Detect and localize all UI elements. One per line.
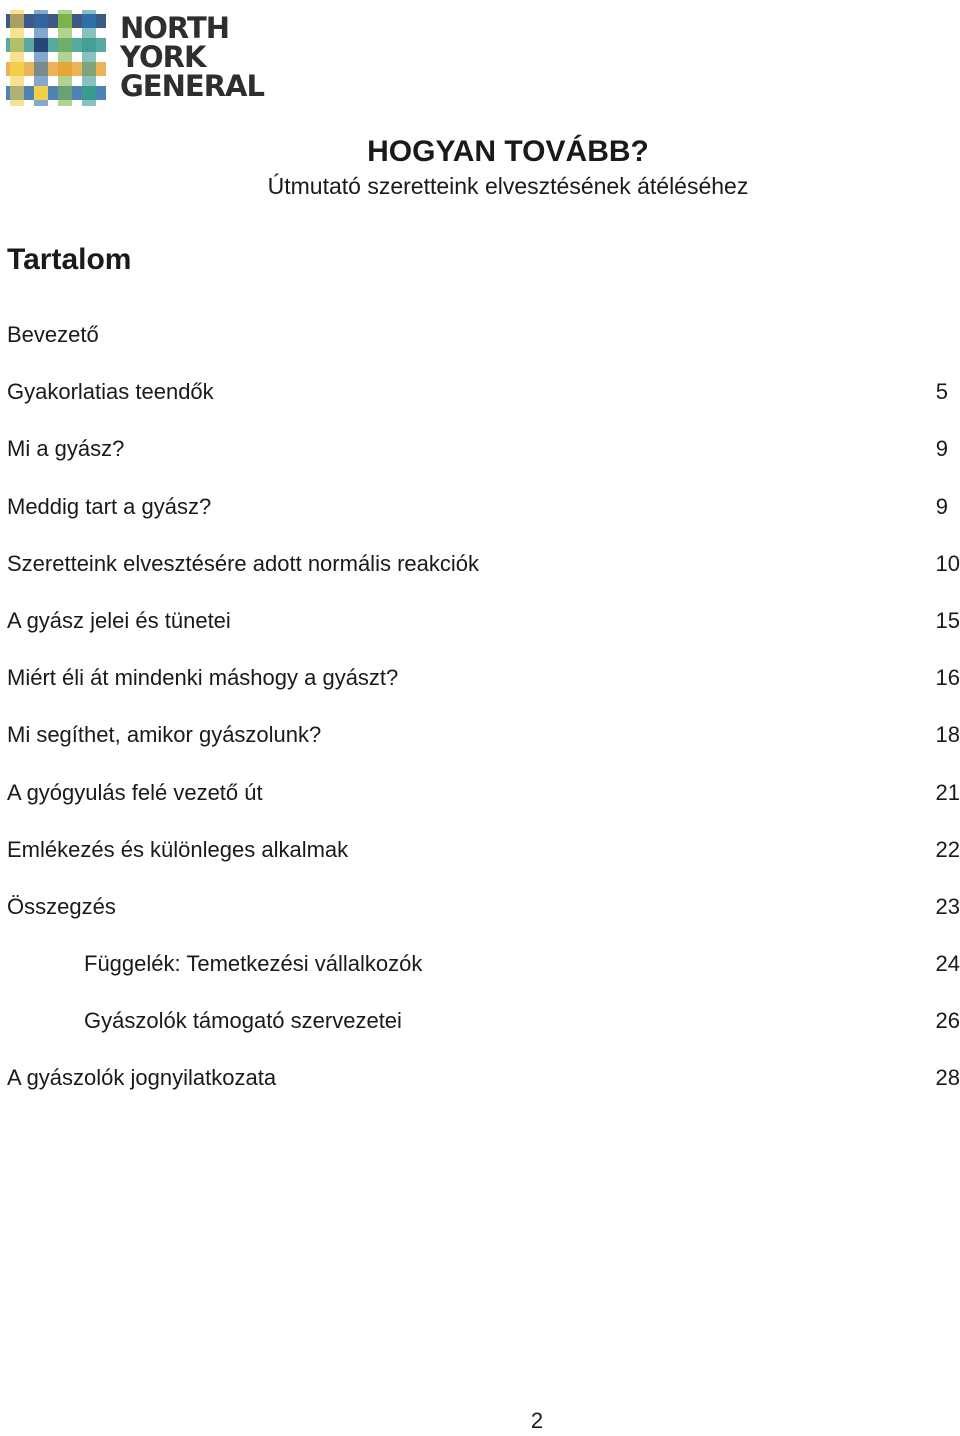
toc-entry[interactable] [7,890,960,947]
toc-entry[interactable] [7,947,960,1004]
toc-entry-title: A gyógyulás felé vezető út [7,779,263,805]
north-york-general-logo [6,10,266,106]
toc-entry-title: Szeretteink elvesztésére adott normális reakciók [7,550,479,576]
toc-entry-page: 26 [935,1008,960,1034]
logo-line-2: YORK [120,40,206,74]
toc-entry-page: 9 [935,436,948,462]
toc-entry[interactable] [7,1061,960,1118]
toc-heading: Tartalom [7,243,132,276]
toc-entry-page: 16 [935,665,960,691]
toc-entry[interactable] [7,604,960,661]
toc-entry-title: Gyászolók támogató szervezetei [84,1008,402,1034]
toc-entry-title: Emlékezés és különleges alkalmak [7,836,349,862]
logo-line-1: NORTH [120,11,230,45]
toc-entry[interactable] [7,833,960,890]
toc-entry-title: A gyászolók jognyilatkozata [7,1065,277,1091]
toc-entry-page: 9 [935,493,948,519]
toc-entry-page: 5 [935,379,948,405]
toc-entry[interactable] [7,547,960,604]
toc-entry-title: Gyakorlatias teendők [7,379,214,405]
logo-wordmark [120,11,264,103]
toc-entry-page: 21 [935,779,960,805]
page-number: 2 [530,1408,544,1433]
toc-entry-page: 18 [935,722,960,748]
toc-entry[interactable] [7,318,960,375]
toc-entry-page: 10 [935,550,960,576]
toc-entry-page: 24 [935,951,960,977]
toc-entry-page: 15 [935,607,960,633]
toc-entry[interactable] [7,490,960,547]
toc-entry-title: Összegzés [7,893,116,919]
logo-line-3: GENERAL [120,69,264,103]
table-of-contents [7,318,960,1119]
toc-entry-title: Mi a gyász? [7,436,125,462]
toc-entry[interactable] [7,661,960,718]
document-title-block [0,133,960,201]
toc-entry-page: 28 [935,1065,960,1091]
toc-entry-title: Miért éli át mindenki máshogy a gyászt? [7,665,399,691]
toc-entry[interactable] [7,776,960,833]
toc-entry-page: 22 [935,836,960,862]
document-title: HOGYAN TOVÁBB? [367,135,649,168]
toc-entry-title: Függelék: Temetkezési vállalkozók [84,951,423,977]
toc-entry-title: Bevezető [7,322,99,347]
toc-entry-title: Mi segíthet, amikor gyászolunk? [7,722,322,748]
toc-entry-page: 23 [935,893,960,919]
toc-entry[interactable] [7,1004,960,1061]
logo-plaid-icon [6,10,106,106]
toc-entry[interactable] [7,718,960,775]
toc-entry[interactable] [7,375,960,432]
toc-entry[interactable] [7,432,960,489]
document-subtitle: Útmutató szeretteink elvesztésének átéléséhez [267,173,749,199]
toc-entry-title: Meddig tart a gyász? [7,493,212,519]
toc-entry-title: A gyász jelei és tünetei [7,607,231,633]
